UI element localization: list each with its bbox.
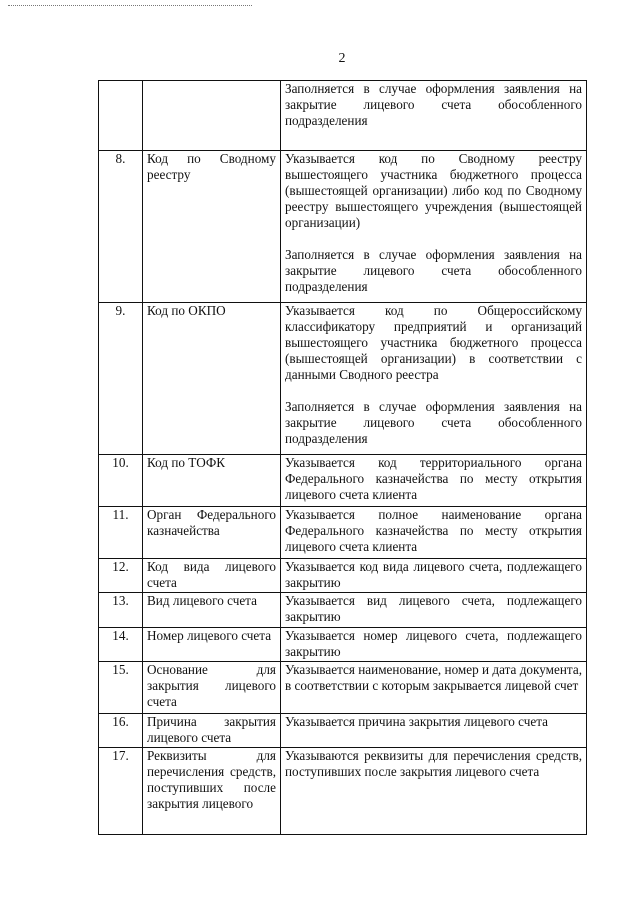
description-paragraph: Указывается полное наименование органа Федерального казначейства по месту открытия лицевого счета клиента bbox=[285, 507, 582, 554]
field-name: Номер лицевого счета bbox=[143, 628, 281, 662]
table-row bbox=[99, 507, 587, 559]
table-row bbox=[99, 748, 587, 835]
field-name: Реквизиты для перечисления средств, поступивших после закрытия лицевого bbox=[143, 748, 281, 835]
row-number: 15. bbox=[99, 662, 143, 714]
description-paragraph: Указывается код по Общероссийскому классификатору предприятий и организаций вышестоящего участника бюджетного процесса (вышестоящей организации) в соответствии с данными Сводного реестра bbox=[285, 303, 582, 382]
description-paragraph: Заполняется в случае оформления заявления на закрытие лицевого счета обособленного подразделения bbox=[285, 81, 582, 128]
field-name: Код по ОКПО bbox=[143, 303, 281, 455]
description-paragraph: Указывается причина закрытия лицевого счета bbox=[285, 714, 549, 729]
table-row bbox=[99, 559, 587, 593]
table-row bbox=[99, 662, 587, 714]
description-paragraph: Заполняется в случае оформления заявления на закрытие лицевого счета обособленного подразделения bbox=[285, 399, 582, 446]
row-number: 16. bbox=[99, 714, 143, 748]
row-number: 17. bbox=[99, 748, 143, 835]
row-number: 9. bbox=[99, 303, 143, 455]
table-row bbox=[99, 628, 587, 662]
field-description bbox=[281, 81, 587, 151]
field-description bbox=[281, 151, 587, 303]
field-name: Код по ТОФК bbox=[143, 455, 281, 507]
field-description bbox=[281, 455, 587, 507]
field-description bbox=[281, 714, 587, 748]
field-name: Код вида лицевого счета bbox=[143, 559, 281, 593]
row-number: 12. bbox=[99, 559, 143, 593]
row-number: 10. bbox=[99, 455, 143, 507]
table-row bbox=[99, 714, 587, 748]
page-number: 2 bbox=[338, 51, 346, 66]
table-row bbox=[99, 81, 587, 151]
field-description bbox=[281, 507, 587, 559]
description-paragraph: Указывается наименование, номер и дата документа, в соответствии с которым закрывается лицевой счет bbox=[285, 662, 582, 693]
field-name: Орган Федерального казначейства bbox=[143, 507, 281, 559]
field-name: Вид лицевого счета bbox=[143, 593, 281, 628]
description-paragraph: Указывается номер лицевого счета, подлежащего закрытию bbox=[285, 628, 582, 659]
field-name: Код по Сводному реестру bbox=[143, 151, 281, 303]
field-name: Основание для закрытия лицевого счета bbox=[143, 662, 281, 714]
table-row bbox=[99, 151, 587, 303]
table-row bbox=[99, 455, 587, 507]
field-description bbox=[281, 748, 587, 835]
row-number: 13. bbox=[99, 593, 143, 628]
field-description bbox=[281, 559, 587, 593]
top-dotted-rule bbox=[8, 5, 252, 6]
fields-table-body bbox=[99, 81, 587, 835]
field-description bbox=[281, 662, 587, 714]
field-description bbox=[281, 628, 587, 662]
table-row bbox=[99, 593, 587, 628]
field-name bbox=[143, 81, 281, 151]
fields-table bbox=[98, 80, 587, 835]
description-paragraph: Указываются реквизиты для перечисления средств, поступивших после закрытия лицевого счета bbox=[285, 748, 582, 779]
row-number bbox=[99, 81, 143, 151]
description-paragraph: Указывается код территориального органа Федерального казначейства по месту открытия лицевого счета клиента bbox=[285, 455, 582, 502]
field-name: Причина закрытия лицевого счета bbox=[143, 714, 281, 748]
description-paragraph: Указывается код вида лицевого счета, подлежащего закрытию bbox=[285, 559, 582, 590]
field-description bbox=[281, 303, 587, 455]
description-paragraph: Указывается код по Сводному реестру вышестоящего участника бюджетного процесса (вышестоящей организации) либо код по Сводному реестру вышестоящего учреждения (вышестоящей организации) bbox=[285, 151, 582, 230]
description-paragraph: Заполняется в случае оформления заявления на закрытие лицевого счета обособленного подразделения bbox=[285, 247, 582, 294]
row-number: 14. bbox=[99, 628, 143, 662]
field-description bbox=[281, 593, 587, 628]
row-number: 8. bbox=[99, 151, 143, 303]
row-number: 11. bbox=[99, 507, 143, 559]
description-paragraph: Указывается вид лицевого счета, подлежащего закрытию bbox=[285, 593, 582, 624]
table-row bbox=[99, 303, 587, 455]
